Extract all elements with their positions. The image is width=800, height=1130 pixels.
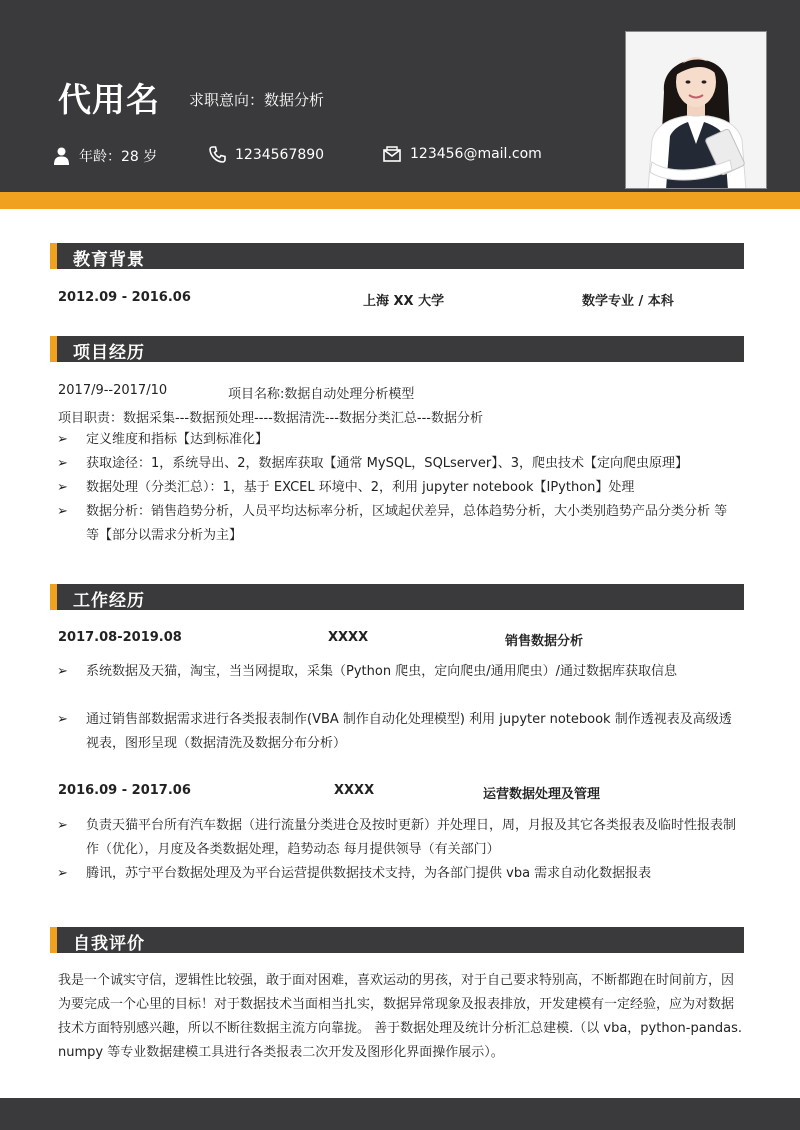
bullet-arrow-icon: ➢ bbox=[57, 818, 68, 833]
mail-icon bbox=[383, 146, 401, 162]
section-education-header bbox=[50, 243, 744, 269]
person-icon bbox=[53, 147, 70, 165]
job-role: 运营数据处理及管理 bbox=[483, 787, 601, 802]
self-evaluation-text: 我是一个诚实守信，逻辑性比较强，敢于面对困难，喜欢运动的男孩，对于自己要求特别高，不断都跑在时间前方，因为要完成一个心里的目标！对于数据技术当面相当扎实，数据异常现象及报表排放，开发建模有一定经验，应为对数据技术方面特别感兴趣，所以不断往数据主流方向靠拢。 善于数据处理及统计分析汇总建模.（以 vba，python-pandas. numpy 等专业数据建模工具进行各类报表二次开发及图形化界面操作展示）。 bbox=[58, 973, 743, 1060]
section-accent bbox=[50, 336, 57, 362]
section-work-header bbox=[50, 584, 744, 610]
contact-email bbox=[383, 146, 542, 162]
profile-photo bbox=[625, 31, 767, 189]
bullet-arrow-icon: ➢ bbox=[57, 480, 68, 495]
candidate-name: 代用名 bbox=[58, 80, 160, 119]
job-bullet: 系统数据及天猫，淘宝，当当网提取，采集（Python 爬虫，定向爬虫/通用爬虫）/通过数据库获取信息 bbox=[86, 664, 677, 679]
section-projects-header bbox=[50, 336, 744, 362]
section-accent bbox=[50, 927, 57, 953]
education-school: 上海 XX 大学 bbox=[363, 294, 445, 309]
section-title: 自我评价 bbox=[73, 934, 145, 954]
phone-text[interactable]: 1234567890 bbox=[235, 146, 325, 163]
project-bullet: 数据分析：销售趋势分析，人员平均达标率分析，区域起伏差异，总体趋势分析，大小类别趋势产品分类分析 等等【部分以需求分析为主】 bbox=[86, 504, 728, 543]
project-duty: 项目职责：数据采集---数据预处理----数据清洗---数据分类汇总---数据分析 bbox=[58, 411, 483, 426]
bullet-arrow-icon: ➢ bbox=[57, 866, 68, 881]
job-role: 销售数据分析 bbox=[505, 634, 584, 649]
job-bullet: 腾讯，苏宁平台数据处理及为平台运营提供数据技术支持，为各部门提供 vba 需求自动化数据报表 bbox=[86, 866, 652, 881]
project-bullet: 数据处理（分类汇总）：1，基于 EXCEL 环境中、2，利用 jupyter notebook【IPython】处理 bbox=[86, 480, 635, 495]
bullet-arrow-icon: ➢ bbox=[57, 432, 68, 447]
bullet-arrow-icon: ➢ bbox=[57, 456, 68, 471]
project-name: 项目名称:数据自动处理分析模型 bbox=[228, 387, 415, 402]
section-self-header bbox=[50, 927, 744, 953]
footer-bar bbox=[0, 1098, 800, 1130]
bullet-arrow-icon: ➢ bbox=[57, 664, 68, 679]
age-text: 年龄：28 岁 bbox=[79, 149, 158, 165]
job-period: 2016.09 - 2017.06 bbox=[58, 783, 191, 798]
job-period: 2017.08-2019.08 bbox=[58, 630, 182, 645]
job-intent: 求职意向：数据分析 bbox=[189, 91, 325, 109]
phone-icon bbox=[209, 146, 226, 163]
education-period: 2012.09 - 2016.06 bbox=[58, 290, 191, 305]
section-title: 教育背景 bbox=[73, 250, 145, 270]
job-bullet: 负责天猫平台所有汽车数据（进行流量分类进仓及按时更新）并处理日，周，月报及其它各类报表及临时性报表制作（优化），月度及各类数据处理，趋势动态 每月提供领导（有关部门） bbox=[86, 818, 737, 857]
section-title: 项目经历 bbox=[73, 343, 145, 363]
job-company: XXXX bbox=[334, 783, 375, 798]
project-bullet: 定义维度和指标【达到标准化】 bbox=[86, 432, 269, 447]
header-stripe bbox=[0, 192, 800, 209]
bullet-arrow-icon: ➢ bbox=[57, 504, 68, 519]
section-accent bbox=[50, 243, 57, 269]
project-period: 2017/9--2017/10 bbox=[58, 383, 168, 398]
job-company: XXXX bbox=[328, 630, 369, 645]
email-text[interactable]: 123456@mail.com bbox=[410, 146, 542, 162]
section-accent bbox=[50, 584, 57, 610]
portrait-illustration bbox=[626, 32, 767, 189]
section-title: 工作经历 bbox=[73, 591, 145, 611]
education-major: 数学专业 / 本科 bbox=[582, 294, 674, 309]
bullet-arrow-icon: ➢ bbox=[57, 712, 68, 727]
contact-age bbox=[53, 146, 157, 166]
job-bullet: 通过销售部数据需求进行各类报表制作(VBA 制作自动化处理模型) 利用 jupyter notebook 制作透视表及高级透视表，图形呈现（数据清洗及数据分布分析） bbox=[86, 712, 732, 751]
contact-phone bbox=[209, 146, 324, 163]
project-bullet: 获取途径：1，系统导出、2，数据库获取【通常 MySQL，SQLserver】、3，爬虫技术【定向爬虫原理】 bbox=[86, 456, 688, 471]
